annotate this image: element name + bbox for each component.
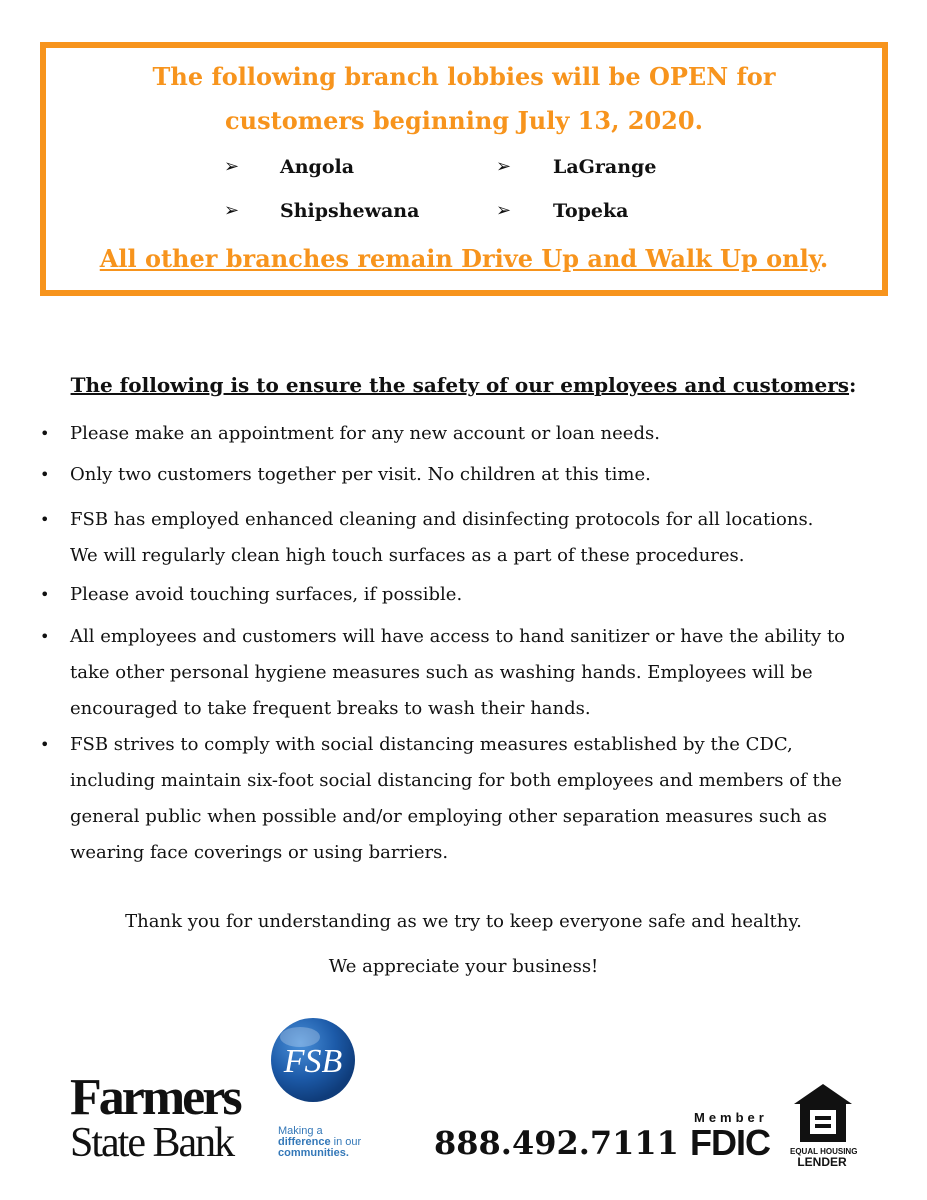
tagline-bold: difference bbox=[278, 1136, 331, 1148]
notice-footer-text: All other branches remain Drive Up and Walk Up only bbox=[99, 244, 820, 273]
list-item-line: general public when possible and/or employing other separation measures such as bbox=[70, 806, 828, 827]
list-item-line: FSB strives to comply with social distancing measures established by the CDC, bbox=[70, 734, 793, 755]
arrowhead-icon: ➢ bbox=[496, 200, 512, 221]
arrowhead-icon: ➢ bbox=[224, 156, 240, 177]
list-item-line: Only two customers together per visit. No children at this time. bbox=[70, 464, 651, 485]
list-item-line: Please make an appointment for any new account or loan needs. bbox=[70, 423, 660, 444]
list-item-line: FSB has employed enhanced cleaning and disinfecting protocols for all locations. bbox=[70, 509, 814, 530]
bullet-icon: • bbox=[40, 424, 50, 443]
fdic-ehl-badges bbox=[690, 1082, 860, 1169]
equal-housing-label bbox=[790, 1147, 858, 1169]
phone-number: 888.492.7111 bbox=[434, 1124, 679, 1162]
fdic-logo: FDIC bbox=[690, 1122, 770, 1163]
list-item-line: All employees and customers will have access to hand sanitizer or have the ability to bbox=[70, 626, 846, 647]
notice-box bbox=[40, 42, 888, 296]
notice-footer-period: . bbox=[819, 244, 829, 273]
notice-line-2: customers beginning July 13, 2020. bbox=[225, 106, 703, 135]
equal-housing-line-1: EQUAL HOUSING bbox=[790, 1147, 858, 1156]
bullet-icon: • bbox=[40, 627, 50, 646]
logo-tagline bbox=[278, 1126, 361, 1159]
tagline-line-3 bbox=[278, 1148, 361, 1159]
tagline-line-1: Making a bbox=[278, 1125, 323, 1137]
arrowhead-icon: ➢ bbox=[224, 200, 240, 221]
list-item-line: encouraged to take frequent breaks to wash their hands. bbox=[70, 698, 591, 719]
fdic-member-label: Member bbox=[694, 1110, 768, 1125]
closing-appreciation: We appreciate your business! bbox=[328, 956, 599, 977]
tagline-communities: communities. bbox=[278, 1147, 349, 1159]
list-item-line: take other personal hygiene measures such as washing hands. Employees will be bbox=[70, 662, 813, 683]
safety-heading-colon: : bbox=[849, 373, 857, 397]
notice-footer bbox=[46, 244, 882, 273]
logo-farmers: Farmers bbox=[70, 1069, 240, 1126]
farmers-state-bank-logo bbox=[70, 1015, 390, 1175]
fsb-badge-text: FSB bbox=[283, 1043, 343, 1080]
branch-angola: Angola bbox=[280, 156, 355, 178]
branch-shipshewana: Shipshewana bbox=[280, 200, 420, 222]
list-item-line: wearing face coverings or using barriers. bbox=[70, 842, 449, 863]
branch-topeka: Topeka bbox=[553, 200, 629, 222]
bullet-icon: • bbox=[40, 465, 50, 484]
notice-line-1: The following branch lobbies will be OPEN for bbox=[152, 62, 776, 91]
fsb-badge-icon bbox=[268, 1015, 358, 1105]
safety-heading-text: The following is to ensure the safety of our employees and customers bbox=[70, 373, 850, 397]
closing-thanks: Thank you for understanding as we try to keep everyone safe and healthy. bbox=[125, 911, 802, 932]
bullet-icon: • bbox=[40, 585, 50, 604]
equal-housing-icon bbox=[792, 1082, 854, 1146]
branch-lagrange: LaGrange bbox=[553, 156, 657, 178]
list-item-line: Please avoid touching surfaces, if possible. bbox=[70, 584, 463, 605]
bullet-icon: • bbox=[40, 735, 50, 754]
safety-heading bbox=[0, 373, 927, 397]
list-item-line: including maintain six-foot social distancing for both employees and members of the bbox=[70, 770, 842, 791]
bullet-icon: • bbox=[40, 510, 50, 529]
list-item-line: We will regularly clean high touch surfaces as a part of these procedures. bbox=[70, 545, 745, 566]
logo-state-bank: State Bank bbox=[70, 1120, 234, 1166]
equal-housing-line-2: LENDER bbox=[797, 1155, 847, 1169]
tagline-rest: in our bbox=[330, 1136, 362, 1148]
arrowhead-icon: ➢ bbox=[496, 156, 512, 177]
